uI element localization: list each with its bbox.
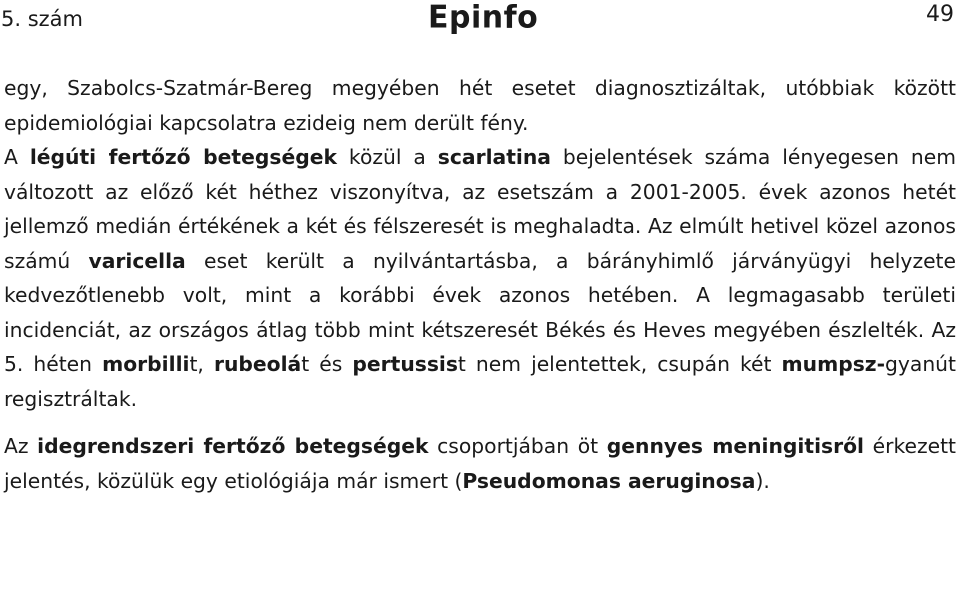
text-segment: A bbox=[4, 145, 30, 169]
paragraph bbox=[4, 71, 956, 140]
text-segment: bejelentések száma lényegesen nem változott az előző két héthez viszonyítva, az esetszám a 2001-2005. évek azonos hetét jellemző medián értékének a két és félszeresét is meghaladta. Az elmúlt hetivel közel azonos számú bbox=[4, 145, 956, 273]
text-segment: gyanút regisztráltak. bbox=[4, 352, 956, 411]
bold-term: légúti fertőző betegségek bbox=[29, 145, 337, 169]
paragraph bbox=[4, 429, 956, 498]
bold-term: pertussis bbox=[352, 352, 458, 376]
bold-term: Pseudomonas aeruginosa bbox=[462, 468, 756, 493]
article-body bbox=[4, 71, 956, 498]
bold-term: varicella bbox=[88, 248, 186, 273]
text-segment: t nem jelentettek, csupán két bbox=[457, 352, 782, 376]
text-segment: közül a bbox=[337, 145, 438, 169]
text-segment: t, bbox=[189, 352, 214, 376]
bold-term: scarlatina bbox=[437, 145, 551, 169]
bold-term: mumpsz- bbox=[781, 352, 886, 376]
text-segment: érkezett jelentés, közülük egy etiológiája már ismert ( bbox=[4, 434, 956, 493]
text-segment: Az bbox=[4, 434, 38, 458]
bold-term: morbilli bbox=[102, 352, 190, 376]
page-number: 49 bbox=[926, 2, 954, 27]
bold-term: gennyes meningitisről bbox=[606, 434, 864, 458]
text-segment: ). bbox=[755, 468, 770, 493]
bold-term: idegrendszeri fertőző betegségek bbox=[37, 434, 429, 458]
bold-term: rubeolá bbox=[213, 352, 302, 376]
text-segment: csoportjában öt bbox=[428, 434, 607, 458]
epinfo-logo: Epinfo bbox=[428, 0, 539, 36]
paragraph bbox=[4, 140, 956, 416]
text-segment: t és bbox=[301, 352, 353, 376]
page-header bbox=[0, 0, 960, 40]
text-segment: eset került a nyilvántartásba, a bárányhimlő járványügyi helyzete kedvezőtlenebb volt, mint a korábbi évek azonos hetében. A legmagasabb területi incidenciát, az országos átlag több mint kétszeresét Békés és Heves megyében észlelték. Az 5. héten bbox=[4, 248, 956, 376]
issue-label: 5. szám bbox=[1, 7, 84, 31]
text-segment: egy, Szabolcs-Szatmár-Bereg megyében hét esetet diagnosztizáltak, utóbbiak között epidemiológiai kapcsolatra ezideig nem derült fény. bbox=[4, 76, 956, 135]
